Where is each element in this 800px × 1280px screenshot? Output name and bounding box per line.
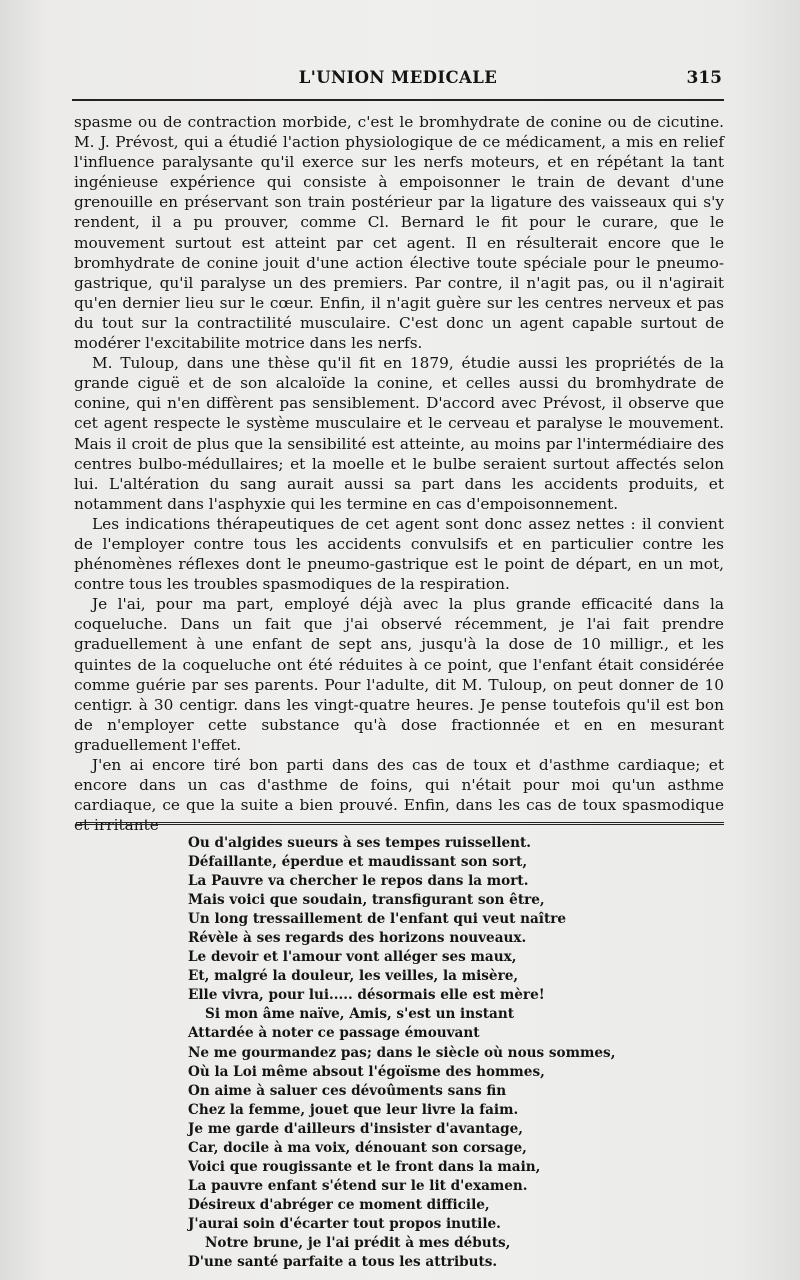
poem-line: Voici que rougissante et le front dans la main,	[188, 1158, 541, 1175]
poem-line: On aime à saluer ces dévoûments sans fin	[188, 1082, 507, 1099]
paragraph: spasme ou de contraction morbide, c'est le bromhydrate de conine ou de cicutine. M. J. Prévost, qui a étudié l'action physiologique de ce médicament, a mis en relief l'influence paralysante qu'il exerce sur les nerfs moteurs, et en répétant la tant ingénieuse expérience qui consiste à empoisonner le train de devant d'une grenouille en préservant son train postérieur par la ligature des vaisseaux qui s'y rendent, il a pu prouver, comme Cl. Bernard le fit pour le curare, que le mouvement surtout est atteint par cet agent. Il en résulterait encore que le bromhydrate de conine jouit d'une action élective toute spéciale pour le pneumo-gastrique, qu'il paralyse un des premiers. Par contre, il n'agit pas, ou il n'agirait qu'en dernier lieu sur le cœur. Enfin, il n'agit guère sur les centres nerveux et pas du tout sur la contractilité musculaire. C'est donc un agent capable surtout de modérer l'excitabilite motrice dans les nerfs.	[74, 113, 724, 353]
poem-line: D'une santé parfaite a tous les attributs.	[188, 1254, 498, 1271]
poem-line: La pauvre enfant s'étend sur le lit d'examen.	[188, 1177, 528, 1194]
poem-line: Un long tressaillement de l'enfant qui veut naître	[188, 911, 567, 928]
poem-line: Elle vivra, pour lui..... désormais elle est mère!	[188, 987, 545, 1004]
poem-line: La Pauvre va chercher le repos dans la mort.	[188, 873, 529, 890]
paragraph: J'en ai encore tiré bon parti dans des cas de toux et d'asthme cardiaque; et encore dans un cas d'asthme de foins, qui n'était pour moi qu'un asthme cardiaque, ce que la suite a bien prouvé. Enfin, dans les cas de toux spasmodique et irritante	[74, 756, 724, 835]
poem-line: Si mon âme naïve, Amis, s'est un instant	[205, 1006, 515, 1023]
page-number: 315	[686, 68, 722, 88]
poem-line: Notre brune, je l'ai prédit à mes débuts,	[205, 1234, 511, 1251]
poem-line: Défaillante, éperdue et maudissant son sort,	[188, 854, 528, 871]
section-separator-rule	[76, 822, 724, 825]
poem-line: Je me garde d'ailleurs d'insister d'avantage,	[188, 1120, 524, 1137]
poem-line: Ou d'algides sueurs à ses tempes ruissellent.	[188, 835, 532, 851]
poem-line: Révèle à ses regards des horizons nouveaux.	[188, 930, 527, 947]
poem-line: Désireux d'abréger ce moment difficile,	[188, 1196, 490, 1213]
paragraph: Les indications thérapeutiques de cet agent sont donc assez nettes : il convient de l'employer contre tous les accidents convulsifs et en particulier contre les phénomènes réflexes dont le pneumo-gastrique est le point de départ, en un mot, contre tous les troubles spasmodiques de la respiration.	[74, 514, 724, 594]
poem-line: J'aurai soin d'écarter tout propos inutile.	[188, 1215, 501, 1232]
article-body	[74, 112, 724, 835]
running-title: L'UNION MEDICALE	[298, 68, 498, 87]
poem-line: Où la Loi même absout l'égoïsme des hommes,	[188, 1063, 545, 1080]
poem	[188, 834, 616, 1272]
poem-line: Mais voici que soudain, transfigurant son être,	[188, 892, 545, 909]
paragraph: Je l'ai, pour ma part, employé déjà avec la plus grande efficacité dans la coqueluche. Dans un fait que j'ai observé récemment, je l'ai fait prendre graduellement à une enfant de sept ans, jusqu'à la dose de 10 milligr., et les quintes de la coqueluche ont été réduites à ce point, que l'enfant était considérée comme guérie par ses parents. Pour l'adulte, dit M. Tuloup, on peut donner de 10 centigr. à 30 centigr. dans les vingt-quatre heures. Je pense toutefois qu'il est bon de n'employer cette substance qu'à dose fractionnée et en en mesurant graduellement l'effet.	[74, 595, 724, 754]
poem-line: Le devoir et l'amour vont alléger ses maux,	[188, 949, 517, 966]
poem-line: Ne me gourmandez pas; dans le siècle où nous sommes,	[188, 1044, 616, 1061]
poem-line: Attardée à noter ce passage émouvant	[188, 1025, 480, 1042]
paragraph: M. Tuloup, dans une thèse qu'il fit en 1879, étudie aussi les propriétés de la grande ciguë et de son alcaloïde la conine, et celles aussi du bromhydrate de conine, qui n'en diffèrent pas sensiblement. D'accord avec Prévost, il observe que cet agent respecte le système musculaire et le cerveau et paralyse le mouvement. Mais il croit de plus que la sensibilité est atteinte, au moins par l'intermédiaire des centres bulbo-médullaires; et la moelle et le bulbe seraient surtout affectés selon lui. L'altération du sang aurait aussi sa part dans les accidents produits, et notamment dans l'asphyxie qui les termine en cas d'empoisonnement.	[74, 354, 724, 513]
header-rule	[72, 99, 724, 101]
poem-line: Et, malgré la douleur, les veilles, la misère,	[188, 968, 519, 985]
poem-line: Chez la femme, jouet que leur livre la faim.	[188, 1101, 519, 1118]
page-header	[74, 68, 722, 94]
poem-line: Car, docile à ma voix, dénouant son corsage,	[188, 1139, 527, 1156]
